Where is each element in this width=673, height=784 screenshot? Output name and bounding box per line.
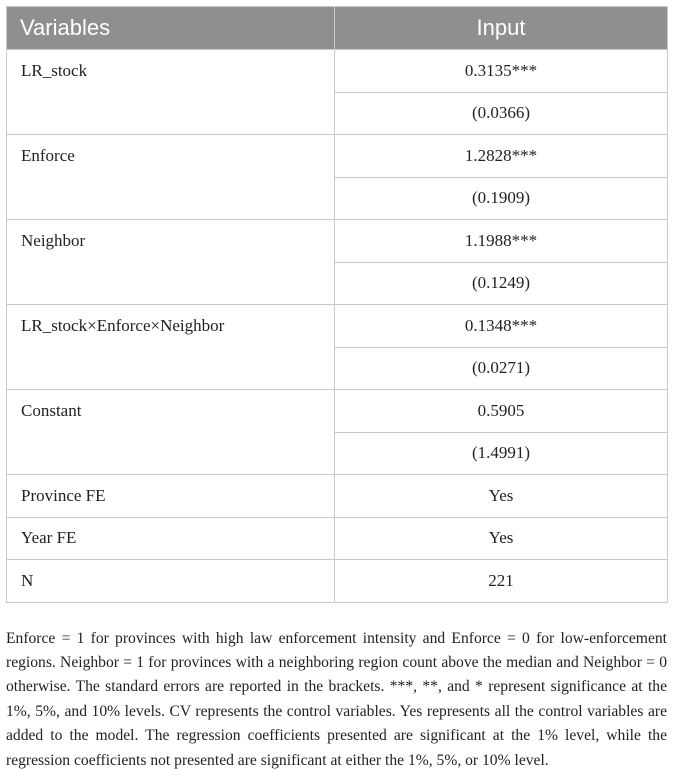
variable-name-cell: LR_stock×Enforce×Neighbor <box>7 305 335 390</box>
variable-name-cell: Neighbor <box>7 220 335 305</box>
info-label-cell: Province FE <box>7 475 335 518</box>
coefficient-cell: 0.3135*** <box>335 50 668 93</box>
coefficient-cell: 0.1348*** <box>335 305 668 348</box>
table-row <box>7 50 668 93</box>
regression-table-container <box>6 6 667 603</box>
info-label-cell: N <box>7 560 335 603</box>
variable-name-cell: LR_stock <box>7 50 335 135</box>
info-value-cell: Yes <box>335 475 668 518</box>
standard-error-cell: (0.0366) <box>335 92 668 135</box>
variable-name-cell: Enforce <box>7 135 335 220</box>
coefficient-cell: 1.2828*** <box>335 135 668 178</box>
standard-error-cell: (1.4991) <box>335 432 668 475</box>
coefficient-cell: 0.5905 <box>335 390 668 433</box>
info-value-cell: Yes <box>335 517 668 560</box>
info-value-cell: 221 <box>335 560 668 603</box>
info-label-cell: Year FE <box>7 517 335 560</box>
variable-name-cell: Constant <box>7 390 335 475</box>
table-row <box>7 475 668 518</box>
table-header-row <box>7 7 668 50</box>
standard-error-cell: (0.1249) <box>335 262 668 305</box>
table-row <box>7 390 668 433</box>
table-row <box>7 135 668 178</box>
table-row <box>7 305 668 348</box>
header-variables: Variables <box>7 7 335 50</box>
header-input: Input <box>335 7 668 50</box>
table-row <box>7 220 668 263</box>
table-row <box>7 560 668 603</box>
standard-error-cell: (0.0271) <box>335 347 668 390</box>
table-row <box>7 517 668 560</box>
coefficient-cell: 1.1988*** <box>335 220 668 263</box>
table-footnote: Enforce = 1 for provinces with high law enforcement intensity and Enforce = 0 for low-enforcement regions. Neighbor = 1 for provinces with a neighboring region count above the median and Neighbor = 0 otherwise. The standard errors are reported in the brackets. ***, **, and * represent significance at the 1%, 5%, and 10% levels. CV represents the control variables. Yes represents all the control variables are added to the model. The regression coefficients presented are significant at the 1% level, while the regression coefficients not presented are significant at either the 1%, 5%, or 10% level. <box>6 629 667 769</box>
regression-table <box>6 6 668 603</box>
standard-error-cell: (0.1909) <box>335 177 668 220</box>
